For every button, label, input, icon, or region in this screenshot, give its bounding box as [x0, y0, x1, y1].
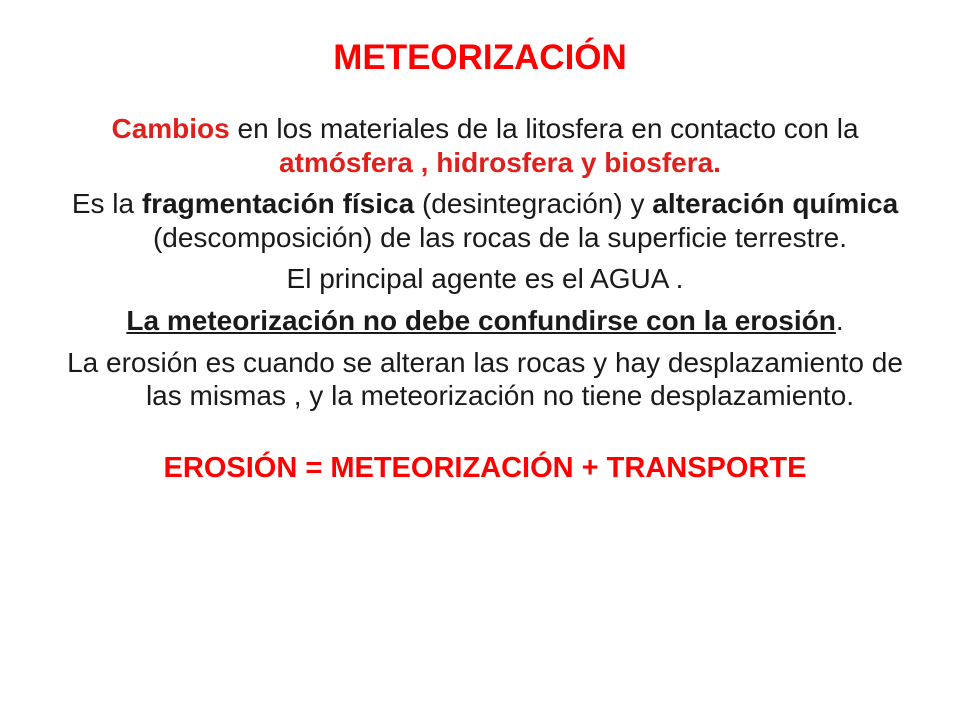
- definition-text: en los materiales de la litosfera en contacto con la: [229, 113, 859, 144]
- erosion-paragraph: La erosión es cuando se alteran las rocas y hay desplazamiento de las mismas , y la meteorización no tiene desplazamiento.: [67, 346, 903, 412]
- term-fragmentacion: fragmentación física: [141, 188, 415, 220]
- spheres-text: atmósfera , hidrosfera y biosfera.: [279, 146, 721, 178]
- warning-paragraph: [60, 304, 910, 338]
- erosion-formula: EROSIÓN = METEORIZACIÓN + TRANSPORTE: [163, 451, 807, 484]
- definition-paragraph: [60, 112, 910, 179]
- term-alteracion: alteración química: [652, 188, 899, 220]
- agent-paragraph: El principal agente es el AGUA .: [286, 263, 684, 295]
- slide-title: METEORIZACIÓN: [333, 38, 627, 77]
- fragmentation-text-c: (descomposición) de las rocas de la superficie terrestre.: [152, 221, 848, 253]
- warning-tail: .: [835, 304, 844, 336]
- warning-underlined: La meteorización no debe confundirse con la erosión: [126, 304, 836, 336]
- fragmentation-text-b: (desintegración) y: [414, 188, 653, 220]
- fragmentation-text-a: Es la: [71, 188, 142, 220]
- term-cambios: Cambios: [111, 113, 230, 144]
- fragmentation-paragraph: [60, 187, 910, 254]
- slide-body: [60, 112, 910, 486]
